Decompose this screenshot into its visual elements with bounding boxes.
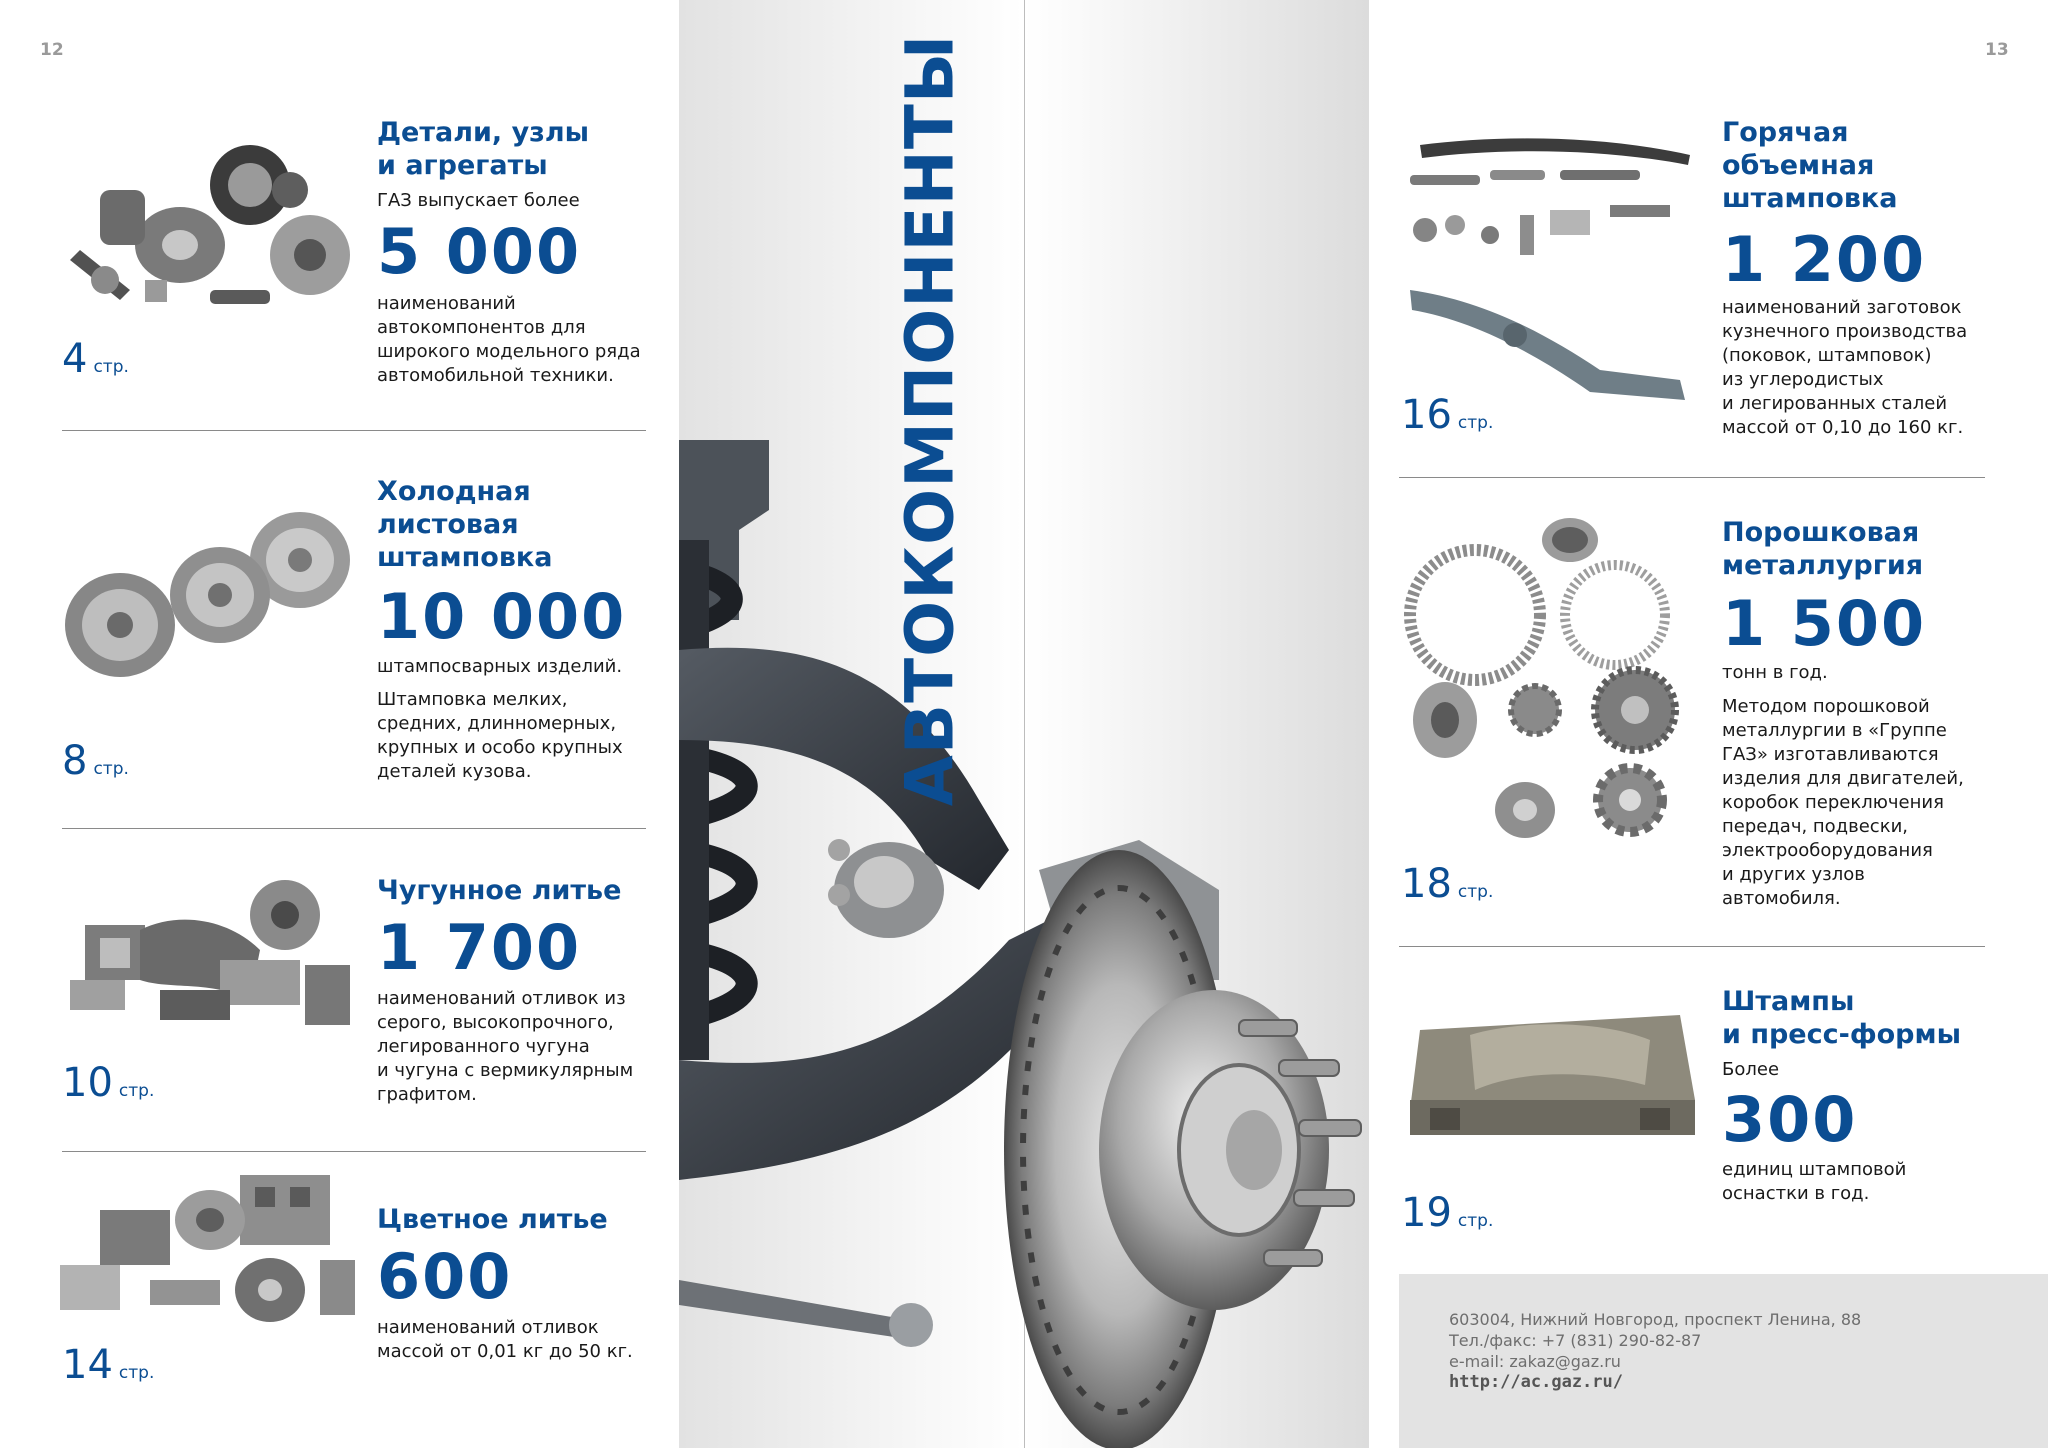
powder-metallurgy-unit: тонн в год. bbox=[1722, 662, 1828, 683]
forging-description: наименований заготовок кузнечного производства (поковок, штамповок) из углеродистых и легированных сталей массой от 0,10 до 160 кг. bbox=[1722, 297, 1968, 438]
forged-parts-image bbox=[1400, 130, 1700, 410]
powder-metal-parts-image bbox=[1400, 510, 1700, 855]
section-title-forging: Горячая объемная штамповка bbox=[1722, 117, 1898, 214]
section-title-vertical: АВТОКОМПОНЕНТЫ bbox=[891, 33, 969, 807]
page-ref-number: 18 bbox=[1401, 861, 1452, 907]
forging-count: 1 200 bbox=[1722, 223, 1927, 296]
section-title-nonferrous: Цветное литье bbox=[377, 1204, 608, 1235]
section-divider bbox=[1399, 477, 1985, 478]
section-title-dies: Штампы и пресс-формы bbox=[1722, 986, 1961, 1050]
details-count: 5 000 bbox=[377, 215, 582, 288]
cast-iron-description: наименований отливок из серого, высокопрочного, легированного чугуна и чугуна с вермикулярным графитом. bbox=[377, 988, 634, 1105]
page-ref-number: 16 bbox=[1401, 392, 1452, 438]
auto-parts-image bbox=[60, 130, 365, 330]
press-dies-image bbox=[1400, 1000, 1700, 1140]
cold-stamping-description: штампосварных изделий. bbox=[377, 656, 623, 677]
page-ref-number: 4 bbox=[62, 336, 88, 382]
nonferrous-castings-image bbox=[60, 1165, 360, 1340]
forging-page-link[interactable] bbox=[1401, 392, 1493, 438]
page-ref-suffix: стр. bbox=[1457, 413, 1494, 433]
page-number-right: 13 bbox=[1985, 40, 2009, 60]
dies-lead-text: Более bbox=[1722, 1059, 1780, 1080]
cast-iron-parts-image bbox=[60, 870, 360, 1035]
page-ref-suffix: стр. bbox=[118, 1363, 155, 1383]
page-ref-suffix: стр. bbox=[1457, 1211, 1494, 1231]
section-title-powder-metallurgy: Порошковая металлургия bbox=[1722, 517, 1924, 581]
cold-stamping-count: 10 000 bbox=[377, 580, 627, 653]
steel-wheels-image bbox=[60, 505, 360, 685]
page-ref-suffix: стр. bbox=[93, 357, 129, 377]
page-ref-number: 8 bbox=[62, 738, 88, 784]
contact-address: 603004, Нижний Новгород, проспект Ленина, 88 bbox=[1449, 1310, 1862, 1329]
nonferrous-page-link[interactable] bbox=[62, 1342, 154, 1388]
suspension-hub-image bbox=[679, 420, 1369, 1448]
details-page-link[interactable] bbox=[62, 336, 129, 382]
dies-page-link[interactable] bbox=[1401, 1190, 1493, 1236]
contact-website-link[interactable]: http://ac.gaz.ru/ bbox=[1449, 1372, 1623, 1392]
page-ref-suffix: стр. bbox=[1457, 882, 1494, 902]
section-title-details: Детали, узлы и агрегаты bbox=[377, 117, 590, 181]
section-divider bbox=[1399, 946, 1985, 947]
section-divider bbox=[62, 1151, 646, 1152]
cold-stamping-page-link[interactable] bbox=[62, 738, 129, 784]
powder-metallurgy-description: Методом порошковой металлургии в «Группе ГАЗ» изготавливаются изделия для двигателей, коробок переключения передач, подвески, электрооборудования и других узлов автомобиля. bbox=[1722, 696, 1964, 909]
section-title-cold-stamping: Холодная листовая штамповка bbox=[377, 476, 553, 573]
cast-iron-count: 1 700 bbox=[377, 911, 582, 984]
powder-metallurgy-page-link[interactable] bbox=[1401, 861, 1493, 907]
page-number-left: 12 bbox=[40, 40, 64, 60]
details-lead-text: ГАЗ выпускает более bbox=[377, 190, 580, 211]
section-divider bbox=[62, 828, 646, 829]
dies-description: единиц штамповой оснастки в год. bbox=[1722, 1159, 1907, 1204]
cold-stamping-details: Штамповка мелких, средних, длинномерных, крупных и особо крупных деталей кузова. bbox=[377, 689, 623, 782]
page-ref-number: 14 bbox=[62, 1342, 113, 1388]
section-title-cast-iron: Чугунное литье bbox=[377, 875, 622, 906]
nonferrous-count: 600 bbox=[377, 1240, 513, 1313]
contact-phone: Тел./факс: +7 (831) 290-82-87 bbox=[1449, 1331, 1702, 1350]
section-divider bbox=[62, 430, 646, 431]
contact-box bbox=[1399, 1274, 2048, 1448]
page-ref-suffix: стр. bbox=[93, 759, 129, 779]
powder-metallurgy-count: 1 500 bbox=[1722, 587, 1927, 660]
page-ref-number: 10 bbox=[62, 1060, 113, 1106]
page-ref-number: 19 bbox=[1401, 1190, 1452, 1236]
nonferrous-description: наименований отливок массой от 0,01 кг до 50 кг. bbox=[377, 1317, 633, 1362]
cast-iron-page-link[interactable] bbox=[62, 1060, 154, 1106]
dies-count: 300 bbox=[1722, 1083, 1858, 1156]
details-description: наименований автокомпонентов для широкого модельного ряда автомобильной техники. bbox=[377, 293, 641, 386]
page-ref-suffix: стр. bbox=[118, 1081, 155, 1101]
contact-email[interactable]: e-mail: zakaz@gaz.ru bbox=[1449, 1352, 1621, 1371]
